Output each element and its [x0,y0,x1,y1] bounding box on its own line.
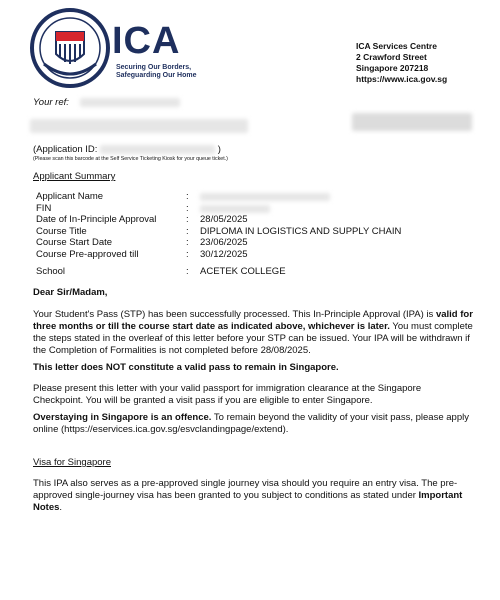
redacted-applicant-name [200,193,330,201]
address-line-1: ICA Services Centre [356,41,437,51]
summary-row [36,191,456,203]
para1-intro: Your Student's Pass (STP) has been successfully processed. This In-Principle Approval (IPA) is [33,309,434,320]
summary-colon: : [186,266,189,277]
redacted-barcode [30,119,248,133]
summary-label: Applicant Name [36,191,104,202]
address-line-3: Singapore 207218 [356,63,429,73]
para5-text: This IPA also serves as a pre-approved single journey visa should you require an entry visa. The pre-approved single-journey visa has been granted to you subject to conditions as stated under [33,478,458,501]
summary-colon: : [186,214,189,225]
summary-row [36,214,456,226]
application-id-close: ) [217,144,221,155]
summary-colon: : [186,191,189,202]
summary-value: 30/12/2025 [200,248,248,260]
ica-seal-icon [30,8,110,88]
barcode-note: (Please scan this barcode at the Self Service Ticketing Kiosk for your queue ticket.) [33,156,228,162]
application-id [33,144,221,156]
para1-rest: You must complete the steps stated in the overleaf of this letter before your STP can be issued. Your IPA will be withdrawn if the Completion of Formalities is not completed before 28/08/2025. [33,321,473,356]
summary-row [36,226,456,238]
paragraph-approval [33,309,473,357]
summary-label: School [36,266,66,277]
redacted-application-id [100,145,215,154]
application-id-label: (Application ID: [33,144,98,155]
paragraph-checkpoint: Please present this letter with your valid passport for immigration clearance at the Singapore Checkpoint. You will be granted a visit pass if you are eligible to enter Singapore. [33,383,422,406]
summary-row-school [36,266,456,278]
tagline-line-2: Safeguarding Our Home [116,72,197,79]
para4-rest: To remain beyond the validity of your visit pass, please apply online (https://eservices.ica.gov.sg/esvclandingpage/extend). [33,412,469,435]
ica-logo [30,8,200,88]
para1-bold: valid for three months or till the course start date as indicated above, whichever is later. [33,309,473,332]
address-website: https://www.ica.gov.sg [356,74,448,84]
visa-heading: Visa for Singapore [33,457,111,468]
summary-colon: : [186,202,189,214]
summary-value: 23/06/2025 [200,237,248,248]
summary-row [36,237,456,249]
summary-label: Date of In-Principle Approval [36,214,157,225]
address-line-2: 2 Crawford Street [356,52,427,62]
tagline-line-1: Securing Our Borders, [116,64,192,71]
summary-label: Course Title [36,225,87,237]
summary-colon: : [186,225,189,237]
summary-label: Course Start Date [36,237,113,248]
summary-value: 28/05/2025 [200,214,248,225]
salutation: Dear Sir/Madam, [33,287,108,298]
sender-address [356,41,447,85]
summary-row [36,249,456,261]
redacted-ref [80,98,180,107]
para5-bold: Important Notes [33,490,463,513]
redacted-name [352,113,472,131]
your-ref [33,97,180,109]
para4-bold: Overstaying in Singapore is an offence. [33,412,212,423]
summary-colon: : [186,237,189,248]
applicant-summary-heading: Applicant Summary [33,171,116,182]
ica-wordmark: ICA [112,20,181,62]
summary-value: DIPLOMA IN LOGISTICS AND SUPPLY CHAIN [200,225,402,237]
summary-colon: : [186,248,189,260]
applicant-summary-table [36,191,456,278]
summary-value: ACETEK COLLEGE [200,266,286,277]
summary-row [36,203,456,215]
para5-end: . [59,502,63,513]
your-ref-label: Your ref: [33,97,69,108]
paragraph-overstaying [33,412,473,436]
redacted-fin [200,205,270,213]
summary-label: FIN [36,202,52,214]
summary-label: Course Pre-approved till [36,248,139,260]
paragraph-not-valid-pass: This letter does NOT constitute a valid pass to remain in Singapore. [33,362,339,373]
paragraph-visa [33,478,473,514]
tagline [116,64,197,80]
